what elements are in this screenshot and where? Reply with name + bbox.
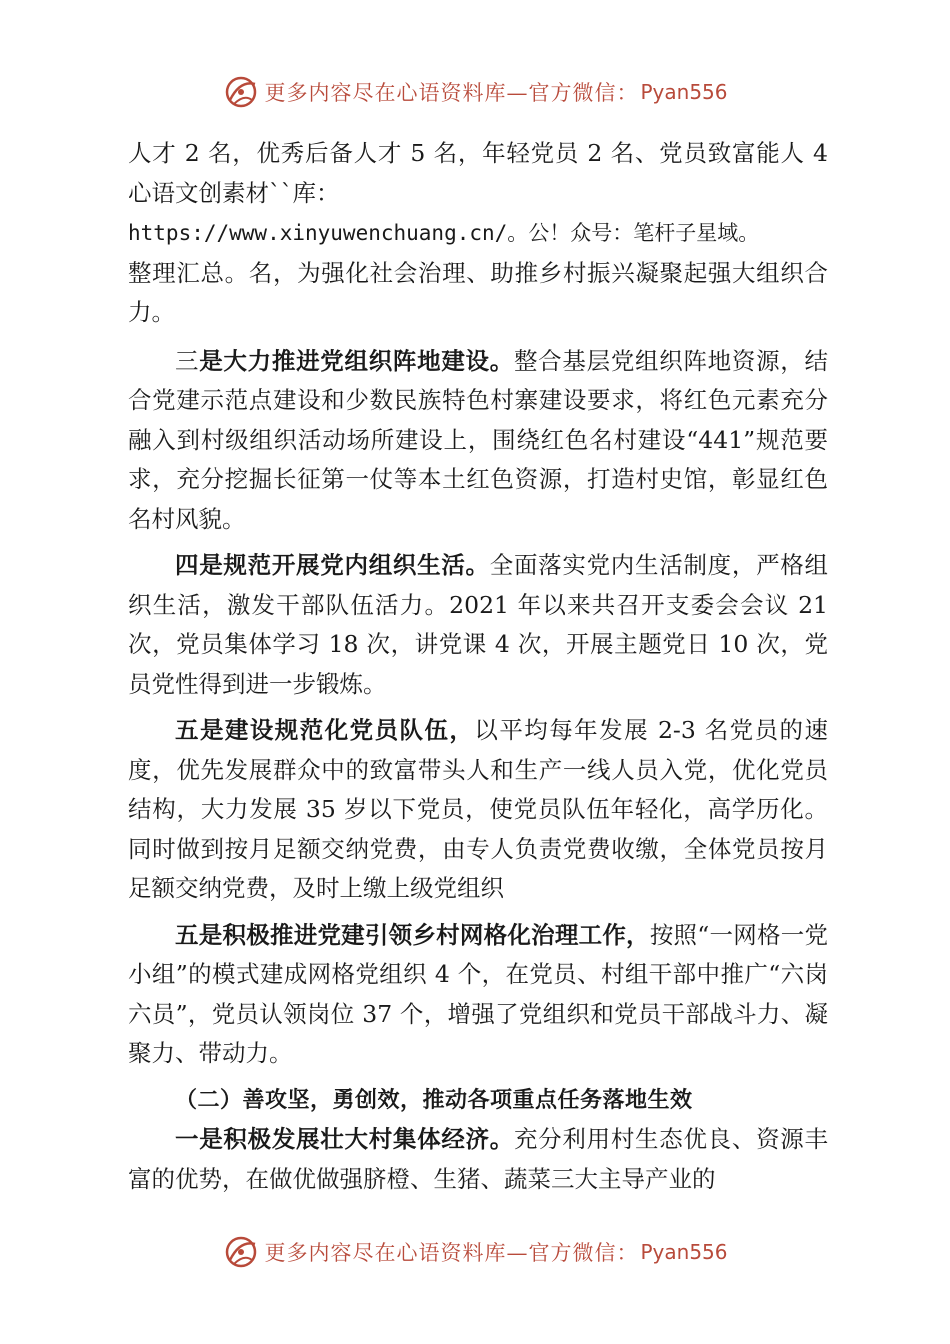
paragraph-1-lead-plain: 三: [175, 346, 200, 375]
paragraph-1-body: 整合基层党组织阵地资源，结合党建示范点建设和少数民族特色村寨建设要求，将红色元素充分融入到村级组织活动场所建设上，围绕红色名村建设“441”规范要求，充分挖掘长征第一仗等本土红色资源，打造村史馆，彰显红色名村风貌。: [128, 346, 829, 533]
paragraph-3-lead: 五是建设规范化党员队伍，: [175, 716, 475, 744]
paragraph-2: [128, 546, 828, 704]
seal-logo-icon: [222, 1234, 260, 1270]
paragraph-1: [128, 342, 828, 540]
document-body: [128, 134, 828, 1206]
header-brand-text: 更多内容尽在心语资料库—官方微信：: [264, 81, 639, 105]
footer-watermark: [0, 1232, 950, 1272]
paragraph-2-body: 全面落实党内生活制度，严格组织生活，激发干部队伍活力。2021 年以来共召开支委会会议 21 次，党员集体学习 18 次，讲党课 4 次，开展主题党日 10 次，党员党性得到进一步锻炼。: [128, 551, 828, 698]
header-watermark: [0, 72, 950, 112]
footer-brand-text: 更多内容尽在心语资料库—官方微信：: [264, 1241, 639, 1265]
paragraph-4-body: 按照“一网格一党小组”的模式建成网格党组织 4 个，在党员、村组干部中推广“六岗六员”，党员认领岗位 37 个，增强了党组织和党员干部战斗力、凝聚力、带动力。: [128, 920, 829, 1067]
footer-account-id: Pyan556: [640, 1240, 728, 1264]
paragraph-5: [128, 1120, 828, 1199]
paragraph-5-lead: 一是积极发展壮大村集体经济。: [175, 1125, 514, 1153]
paragraph-5-body: 充分利用村生态优良、资源丰富的优势，在做优做强脐橙、生猪、蔬菜三大主导产业的: [128, 1125, 829, 1193]
paragraph-3-body: 以平均每年发展 2-3 名党员的速度，优先发展群众中的致富带头人和生产一线人员入党，优化党员结构，大力发展 35 岁以下党员，使党员队伍年轻化，高学历化。同时做到按月足额交纳党费，由专人负责党费收缴，全体党员按月足额交纳党费，及时上缴上级党组织: [128, 716, 828, 902]
paragraph-3: [128, 711, 828, 909]
header-account-id: Pyan556: [640, 80, 728, 104]
paragraph-1-lead: 是大力推进党组织阵地建设。: [199, 346, 514, 375]
section-subheading: （二）善攻坚，勇创效，推动各项重点任务落地生效: [175, 1086, 693, 1113]
paragraph-4: [128, 916, 828, 1074]
paragraph-0: [128, 134, 828, 333]
seal-logo-icon: [222, 74, 260, 110]
paragraph-0-url: https://www.xinyuwenchuang.cn/。公！众号：笔杆子星域。: [128, 221, 760, 245]
paragraph-4-lead: 五是积极推进党建引领乡村网格化治理工作，: [175, 920, 650, 949]
paragraph-0-text: 人才 2 名，优秀后备人才 5 名，年轻党员 2 名、党员致富能人 4 心语文创素材``库：: [128, 139, 828, 207]
paragraph-0-tail: 整理汇总。名，为强化社会治理、助推乡村振兴凝聚起强大组织合力。: [128, 258, 828, 326]
paragraph-2-lead: 四是规范开展党内组织生活。: [175, 551, 490, 579]
